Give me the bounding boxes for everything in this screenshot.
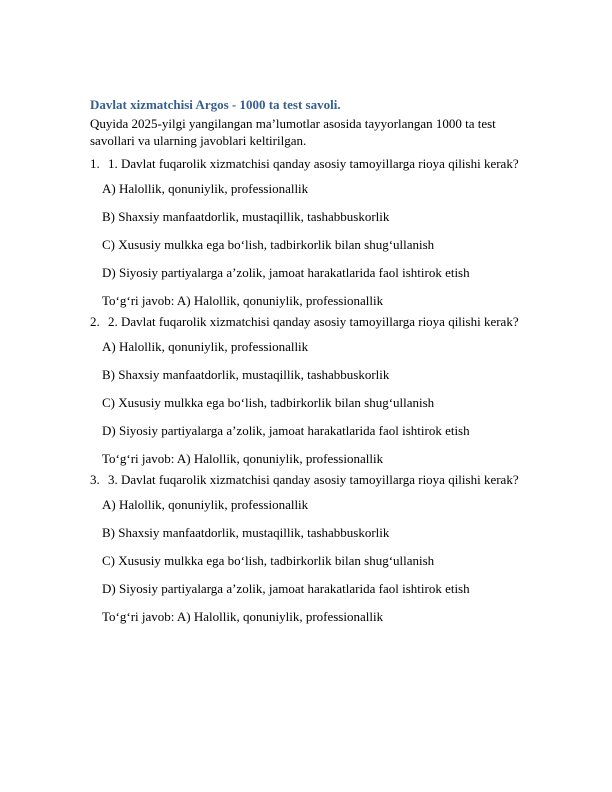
answer-option-a: A) Halollik, qonuniylik, professionallik — [102, 339, 309, 354]
question-number: 1. — [90, 156, 100, 171]
correct-answer: To‘g‘ri javob: A) Halollik, qonuniylik, professionallik — [102, 609, 384, 624]
answer-option-a: A) Halollik, qonuniylik, professionallik — [102, 181, 309, 196]
question-number: 3. — [90, 472, 100, 487]
answer-option-b: B) Shaxsiy manfaatdorlik, mustaqillik, tashabbuskorlik — [102, 209, 390, 224]
answer-option-c: C) Xususiy mulkka ega bo‘lish, tadbirkorlik bilan shug‘ullanish — [102, 553, 435, 568]
question-item — [90, 471, 530, 625]
document-intro: Quyida 2025-yilgi yangilangan ma’lumotlar asosida tayyorlangan 1000 ta test savollari va ularning javoblari keltirilgan. — [90, 116, 496, 148]
document-title: Davlat xizmatchisi Argos - 1000 ta test savoli. — [90, 97, 341, 112]
question-heading — [90, 313, 530, 330]
answer-option-d: D) Siyosiy partiyalarga a’zolik, jamoat harakatlarida faol ishtirok etish — [102, 265, 470, 280]
question-item — [90, 313, 530, 467]
question-heading — [90, 155, 530, 172]
question-text: 1. Davlat fuqarolik xizmatchisi qanday asosiy tamoyillarga rioya qilishi kerak? — [108, 156, 519, 171]
question-text: 3. Davlat fuqarolik xizmatchisi qanday asosiy tamoyillarga rioya qilishi kerak? — [108, 472, 519, 487]
answer-option-a: A) Halollik, qonuniylik, professionallik — [102, 497, 309, 512]
question-heading — [90, 471, 530, 488]
correct-answer: To‘g‘ri javob: A) Halollik, qonuniylik, professionallik — [102, 293, 384, 308]
answer-option-d: D) Siyosiy partiyalarga a’zolik, jamoat harakatlarida faol ishtirok etish — [102, 423, 470, 438]
question-number: 2. — [90, 314, 100, 329]
document-body — [90, 97, 530, 629]
answer-option-c: C) Xususiy mulkka ega bo‘lish, tadbirkorlik bilan shug‘ullanish — [102, 237, 435, 252]
answer-option-b: B) Shaxsiy manfaatdorlik, mustaqillik, tashabbuskorlik — [102, 525, 390, 540]
question-text: 2. Davlat fuqarolik xizmatchisi qanday asosiy tamoyillarga rioya qilishi kerak? — [108, 314, 519, 329]
answer-option-c: C) Xususiy mulkka ega bo‘lish, tadbirkorlik bilan shug‘ullanish — [102, 395, 435, 410]
answer-option-b: B) Shaxsiy manfaatdorlik, mustaqillik, tashabbuskorlik — [102, 367, 390, 382]
answer-option-d: D) Siyosiy partiyalarga a’zolik, jamoat harakatlarida faol ishtirok etish — [102, 581, 470, 596]
question-item — [90, 155, 530, 309]
correct-answer: To‘g‘ri javob: A) Halollik, qonuniylik, professionallik — [102, 451, 384, 466]
question-list — [90, 155, 530, 625]
